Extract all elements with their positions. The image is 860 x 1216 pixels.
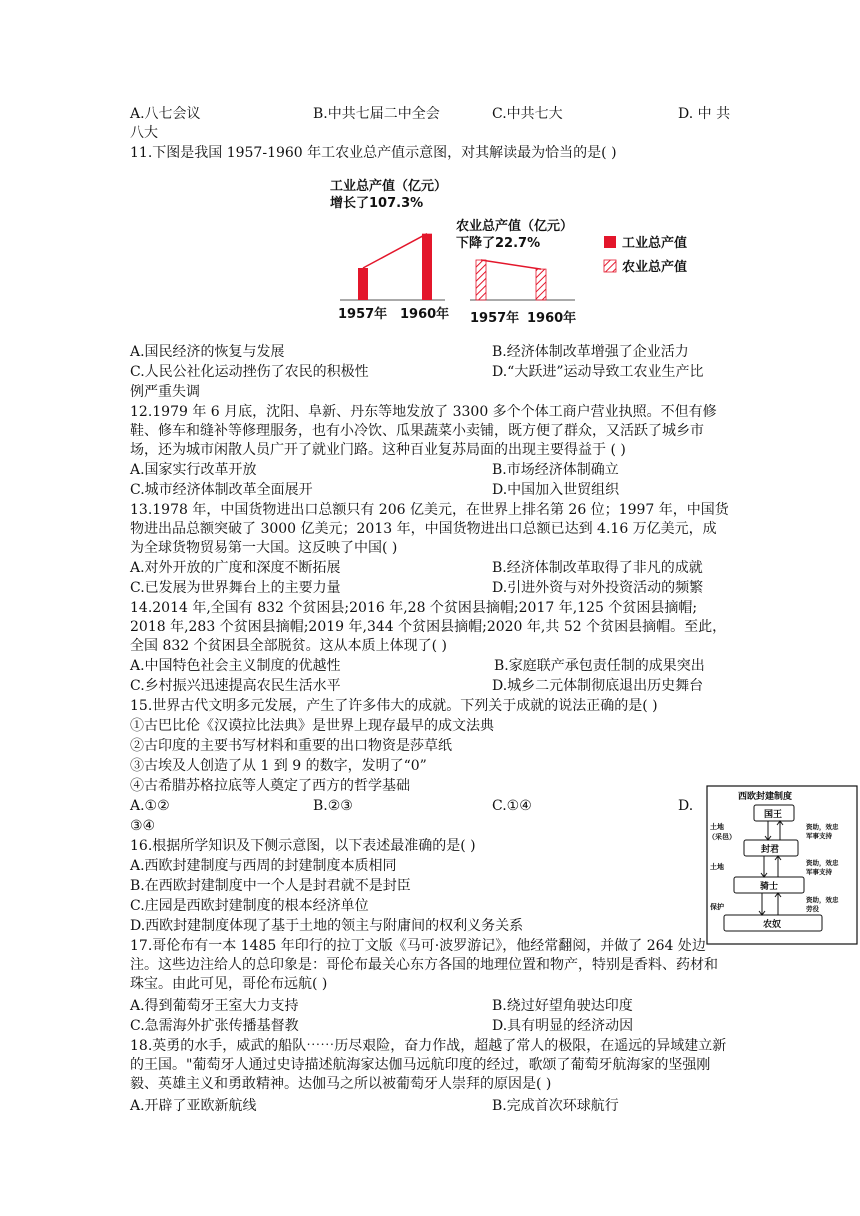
- q13-option-d[interactable]: D.引进外资与对外投资活动的频繁: [492, 580, 704, 596]
- industry-note-change: 增长了107.3%: [330, 196, 424, 211]
- label-right-5: 资助，效忠: [806, 896, 839, 904]
- q11-option-d-cont: 例严重失调: [130, 384, 200, 400]
- agriculture-bar-1960年: [536, 269, 546, 300]
- q13-stem: 13.1978 年，中国货物进出口总额只有 206 亿美元，在世界上排名第 26 位；1997 年，中国货物进出品总额突破了 3000 亿美元；2013 年，中国货物进出口总额已达到 4.16 万亿美元，成为全球货物贸易第一大国。这反映了中国( ): [130, 502, 729, 556]
- q17-option-b[interactable]: B.绕过好望角驶达印度: [492, 998, 633, 1014]
- q16-option-c[interactable]: C.庄园是西欧封建制度的根本经济单位: [130, 898, 369, 914]
- q10-option-a[interactable]: A.八七会议: [130, 106, 201, 122]
- label-right-6: 劳役: [806, 905, 819, 913]
- q14-option-b[interactable]: B.家庭联产承包责任制的成果突出: [494, 658, 705, 674]
- industry-trend-line: [363, 234, 427, 268]
- q17-option-c[interactable]: C.急需海外扩张传播基督教: [130, 1018, 299, 1034]
- q11-option-a[interactable]: A.国民经济的恢复与发展: [130, 344, 285, 360]
- industry-tick-1960: 1960年: [400, 307, 450, 322]
- q16-option-a[interactable]: A.西欧封建制度与西周的封建制度本质相同: [130, 858, 397, 874]
- diagram-title: 西欧封建制度: [738, 792, 793, 802]
- node-king-label: 国王: [764, 810, 783, 820]
- label-right-2: 军事支持: [806, 832, 832, 840]
- q15-option-c[interactable]: C.①④: [492, 798, 532, 814]
- q11-option-c[interactable]: C.人民公社化运动挫伤了农民的积极性: [130, 364, 369, 380]
- q13-option-b[interactable]: B.经济体制改革取得了非凡的成就: [492, 560, 703, 576]
- q12-option-c[interactable]: C.城市经济体制改革全面展开: [130, 482, 313, 498]
- q16-option-b[interactable]: B.在西欧封建制度中一个人是封君就不是封臣: [130, 878, 411, 894]
- q16-stem: 16.根据所学知识及下侧示意图，以下表述最准确的是( ): [130, 838, 476, 854]
- q15-item-4: ④古希腊苏格拉底等人奠定了西方的哲学基础: [130, 778, 410, 794]
- legend-industry-label: 工业总产值: [622, 236, 688, 251]
- q13-option-c[interactable]: C.已发展为世界舞台上的主要力量: [130, 580, 341, 596]
- label-right-3: 资助，效忠: [806, 859, 839, 867]
- q15-option-d[interactable]: D.: [678, 798, 694, 814]
- agriculture-note-change: 下降了22.7%: [456, 236, 541, 251]
- q15-item-2: ②古印度的主要书写材料和重要的出口物资是莎草纸: [130, 738, 452, 754]
- q10-option-c[interactable]: C.中共七大: [492, 106, 563, 122]
- label-land-2: 土地: [710, 863, 724, 871]
- q11-option-d[interactable]: D.“大跃进”运动导致工农业生产比: [492, 364, 704, 380]
- q12-option-a[interactable]: A.国家实行改革开放: [130, 462, 257, 478]
- q10-option-d[interactable]: D. 中 共: [678, 106, 731, 122]
- q15-option-a[interactable]: A.①②: [130, 798, 170, 814]
- legend-industry-swatch: [604, 236, 616, 248]
- legend-agriculture-swatch: [604, 260, 616, 272]
- q14-option-a[interactable]: A.中国特色社会主义制度的优越性: [130, 658, 341, 674]
- label-right-4: 军事支持: [806, 868, 832, 876]
- industry-bar-1960年: [422, 234, 432, 300]
- q15-item-1: ①古巴比伦《汉谟拉比法典》是世界上现存最早的成文法典: [130, 718, 494, 734]
- feudal-system-diagram: [706, 785, 858, 945]
- q13-option-a[interactable]: A.对外开放的广度和深度不断拓展: [130, 560, 341, 576]
- node-lord-label: 封君: [761, 845, 780, 855]
- q10-option-b[interactable]: B.中共七届二中全会: [313, 106, 440, 122]
- q11-stem: 11.下图是我国 1957-1960 年工农业总产值示意图，对其解读最为恰当的是( ): [130, 145, 617, 161]
- q15-item-3: ③古埃及人创造了从 1 到 9 的数字，发明了“0”: [130, 758, 427, 774]
- q14-option-c[interactable]: C.乡村振兴迅速提高农民生活水平: [130, 678, 341, 694]
- industry-bar-1957年: [358, 268, 368, 300]
- q17-option-a[interactable]: A.得到葡萄牙王室大力支持: [130, 998, 299, 1014]
- agriculture-note-title: 农业总产值（亿元）: [456, 219, 574, 234]
- q15-option-d-cont: ③④: [130, 818, 156, 834]
- q16-option-d[interactable]: D.西欧封建制度体现了基于土地的领主与附庸间的权利义务关系: [130, 918, 524, 934]
- q15-option-b[interactable]: B.②③: [313, 798, 353, 814]
- q10-option-d-cont: 八大: [130, 125, 158, 141]
- q11-option-b[interactable]: B.经济体制改革增强了企业活力: [492, 344, 689, 360]
- legend-agriculture-label: 农业总产值: [622, 260, 688, 275]
- output-value-chart: [330, 172, 710, 332]
- q18-option-b[interactable]: B.完成首次环球航行: [492, 1098, 619, 1114]
- agriculture-tick-1957: 1957年: [470, 311, 520, 326]
- industry-tick-1957: 1957年: [338, 307, 388, 322]
- q12-stem: 12.1979 年 6 月底，沈阳、阜新、丹东等地发放了 3300 多个个体工商户营业执照。不但有修鞋、修车和缝补等修理服务，也有小冷饮、瓜果蔬菜小卖铺，既方便了群众，又活跃了城乡市场，还为城市闲散人员广开了就业门路。这种百业复苏局面的出现主要得益于 ( ): [130, 404, 717, 458]
- agriculture-bar-1957年: [476, 260, 486, 300]
- agriculture-trend-line: [481, 260, 541, 269]
- label-land-1: 土地: [710, 823, 724, 831]
- agriculture-tick-1960: 1960年: [527, 311, 577, 326]
- node-serf-label: 农奴: [763, 920, 782, 930]
- q12-option-b[interactable]: B.市场经济体制确立: [492, 462, 619, 478]
- q17-stem: 17.哥伦布有一本 1485 年印行的拉丁文版《马可·波罗游记》，他经常翻阅，并做了 264 处边注。这些边注给人的总印象是：哥伦布最关心东方各国的地理位置和物产，特别是香料、药材和珠宝。由此可见，哥伦布远航( ): [130, 938, 718, 992]
- q17-option-d[interactable]: D.具有明显的经济动因: [492, 1018, 634, 1034]
- q18-stem: 18.英勇的水手，威武的船队⋯⋯历尽艰险，奋力作战，超越了常人的极限，在遥远的异域建立新的王国。"葡萄牙人通过史诗描述航海家达伽马远航印度的经过，歌颂了葡萄牙航海家的坚强刚毅、英雄主义和勇敢精神。达伽马之所以被葡萄牙人崇拜的原因是( ): [130, 1038, 727, 1092]
- industry-note-title: 工业总产值（亿元）: [330, 179, 448, 194]
- label-right-1: 资助，效忠: [806, 823, 839, 831]
- q18-option-a[interactable]: A.开辟了亚欧新航线: [130, 1098, 257, 1114]
- node-knight-label: 骑士: [760, 882, 779, 892]
- q12-option-d[interactable]: D.中国加入世贸组织: [492, 482, 620, 498]
- label-protection: 保护: [710, 903, 724, 911]
- label-fief: （采邑）: [708, 833, 736, 841]
- q14-option-d[interactable]: D.城乡二元体制彻底退出历史舞台: [492, 678, 704, 694]
- q14-stem: 14.2014 年,全国有 832 个贫困县;2016 年,28 个贫困县摘帽;2017 年,125 个贫困县摘帽; 2018 年,283 个贫困县摘帽;2019 年,344 个贫困县摘帽;2020 年,共 52 个贫困县摘帽。至此，全国 832 个贫困县全部脱贫。这从本质上体现了( ): [130, 600, 727, 654]
- q15-stem: 15.世界古代文明多元发展，产生了许多伟大的成就。下列关于成就的说法正确的是( ): [130, 698, 658, 714]
